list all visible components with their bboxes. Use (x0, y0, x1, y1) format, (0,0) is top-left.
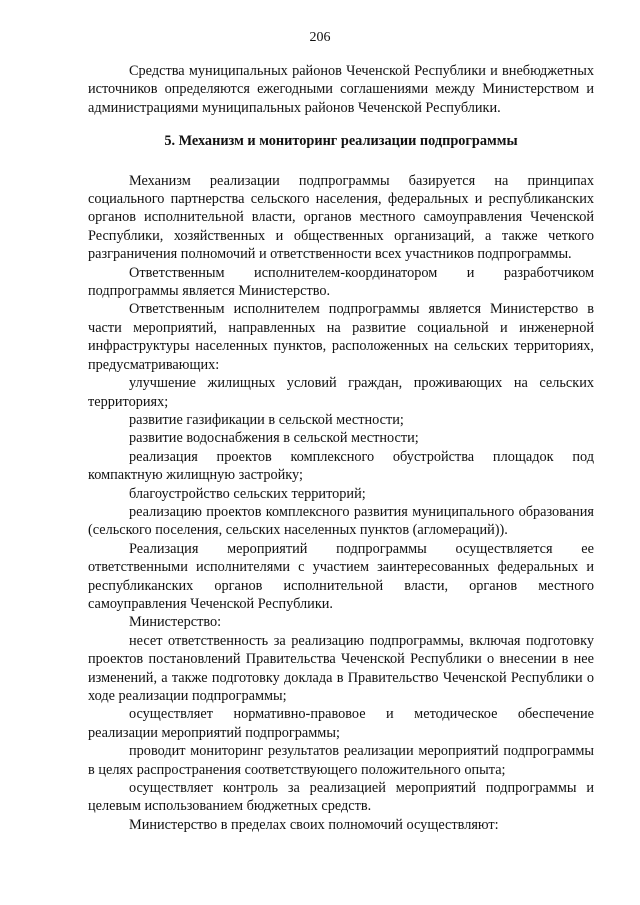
list-item-monitoring: проводит мониторинг результатов реализации мероприятий подпрограммы в целях распространения соответствующего положительного опыта; (88, 743, 594, 778)
section-heading: 5. Механизм и мониторинг реализации подпрограммы (164, 133, 518, 150)
intro-paragraph: Средства муниципальных районов Чеченской Республики и внебюджетных источников определяются ежегодными соглашениями между Министерством и администрациями муниципальных районов Чеченской Республики. (88, 63, 594, 116)
list-item-gasification: развитие газификации в сельской местности; (129, 411, 404, 428)
list-item-improvement: благоустройство сельских территорий; (129, 485, 366, 502)
paragraph-ministry-powers: Министерство в пределах своих полномочий осуществляют: (129, 816, 499, 833)
list-item-complex-development: реализацию проектов комплексного развития муниципального образования (сельского поселения, сельских населенных пунктов (агломераций)). (88, 503, 594, 539)
paragraph-responsible-executor: Ответственным исполнителем подпрограммы является Министерство в части мероприятий, направленных на развитие социальной и инженерной инфраструктуры населенных пунктов, расположенных на сельских территориях, предусматривающих: (88, 301, 594, 373)
list-item-water-supply: развитие водоснабжения в сельской местности; (129, 430, 419, 447)
paragraph-coordinator: Ответственным исполнителем-координатором и разработчиком подпрограммы является Министерство. (88, 264, 594, 300)
paragraph-mechanism: Механизм реализации подпрограммы базируется на принципах социального партнерства сельского населения, федеральных и республиканских органов исполнительной власти, органов местного самоуправления Чеченской Республики, хозяйственных и общественных организаций, а также четкого разграничения полномочий и ответственности всех участников подпрограммы. (88, 172, 594, 263)
list-item-responsibility: несет ответственность за реализацию подпрограммы, включая подготовку проектов постановлений Правительства Чеченской Республики о внесении в нее изменений, а также подготовку доклада в Правительство Чеченской Республики о ходе реализации подпрограммы; (88, 632, 594, 704)
list-item-housing: улучшение жилищных условий граждан, проживающих на сельских территориях; (88, 375, 594, 410)
paragraph-ministry: Министерство: (129, 614, 222, 631)
page-number: 206 (309, 30, 331, 45)
document-body (88, 62, 594, 834)
list-item-control: осуществляет контроль за реализацией мероприятий подпрограммы и целевым использованием бюджетных средств. (88, 780, 594, 815)
paragraph-implementation: Реализация мероприятий подпрограммы осуществляется ее ответственными исполнителями с участием заинтересованных федеральных и республиканских органов исполнительной власти, органов местного самоуправления Чеченской Республики. (88, 540, 594, 612)
list-item-housing-sites: реализация проектов комплексного обустройства площадок под компактную жилищную застройку; (88, 448, 594, 484)
list-item-regulatory-support: осуществляет нормативно-правовое и методическое обеспечение реализации мероприятий подпрограммы; (88, 706, 594, 741)
